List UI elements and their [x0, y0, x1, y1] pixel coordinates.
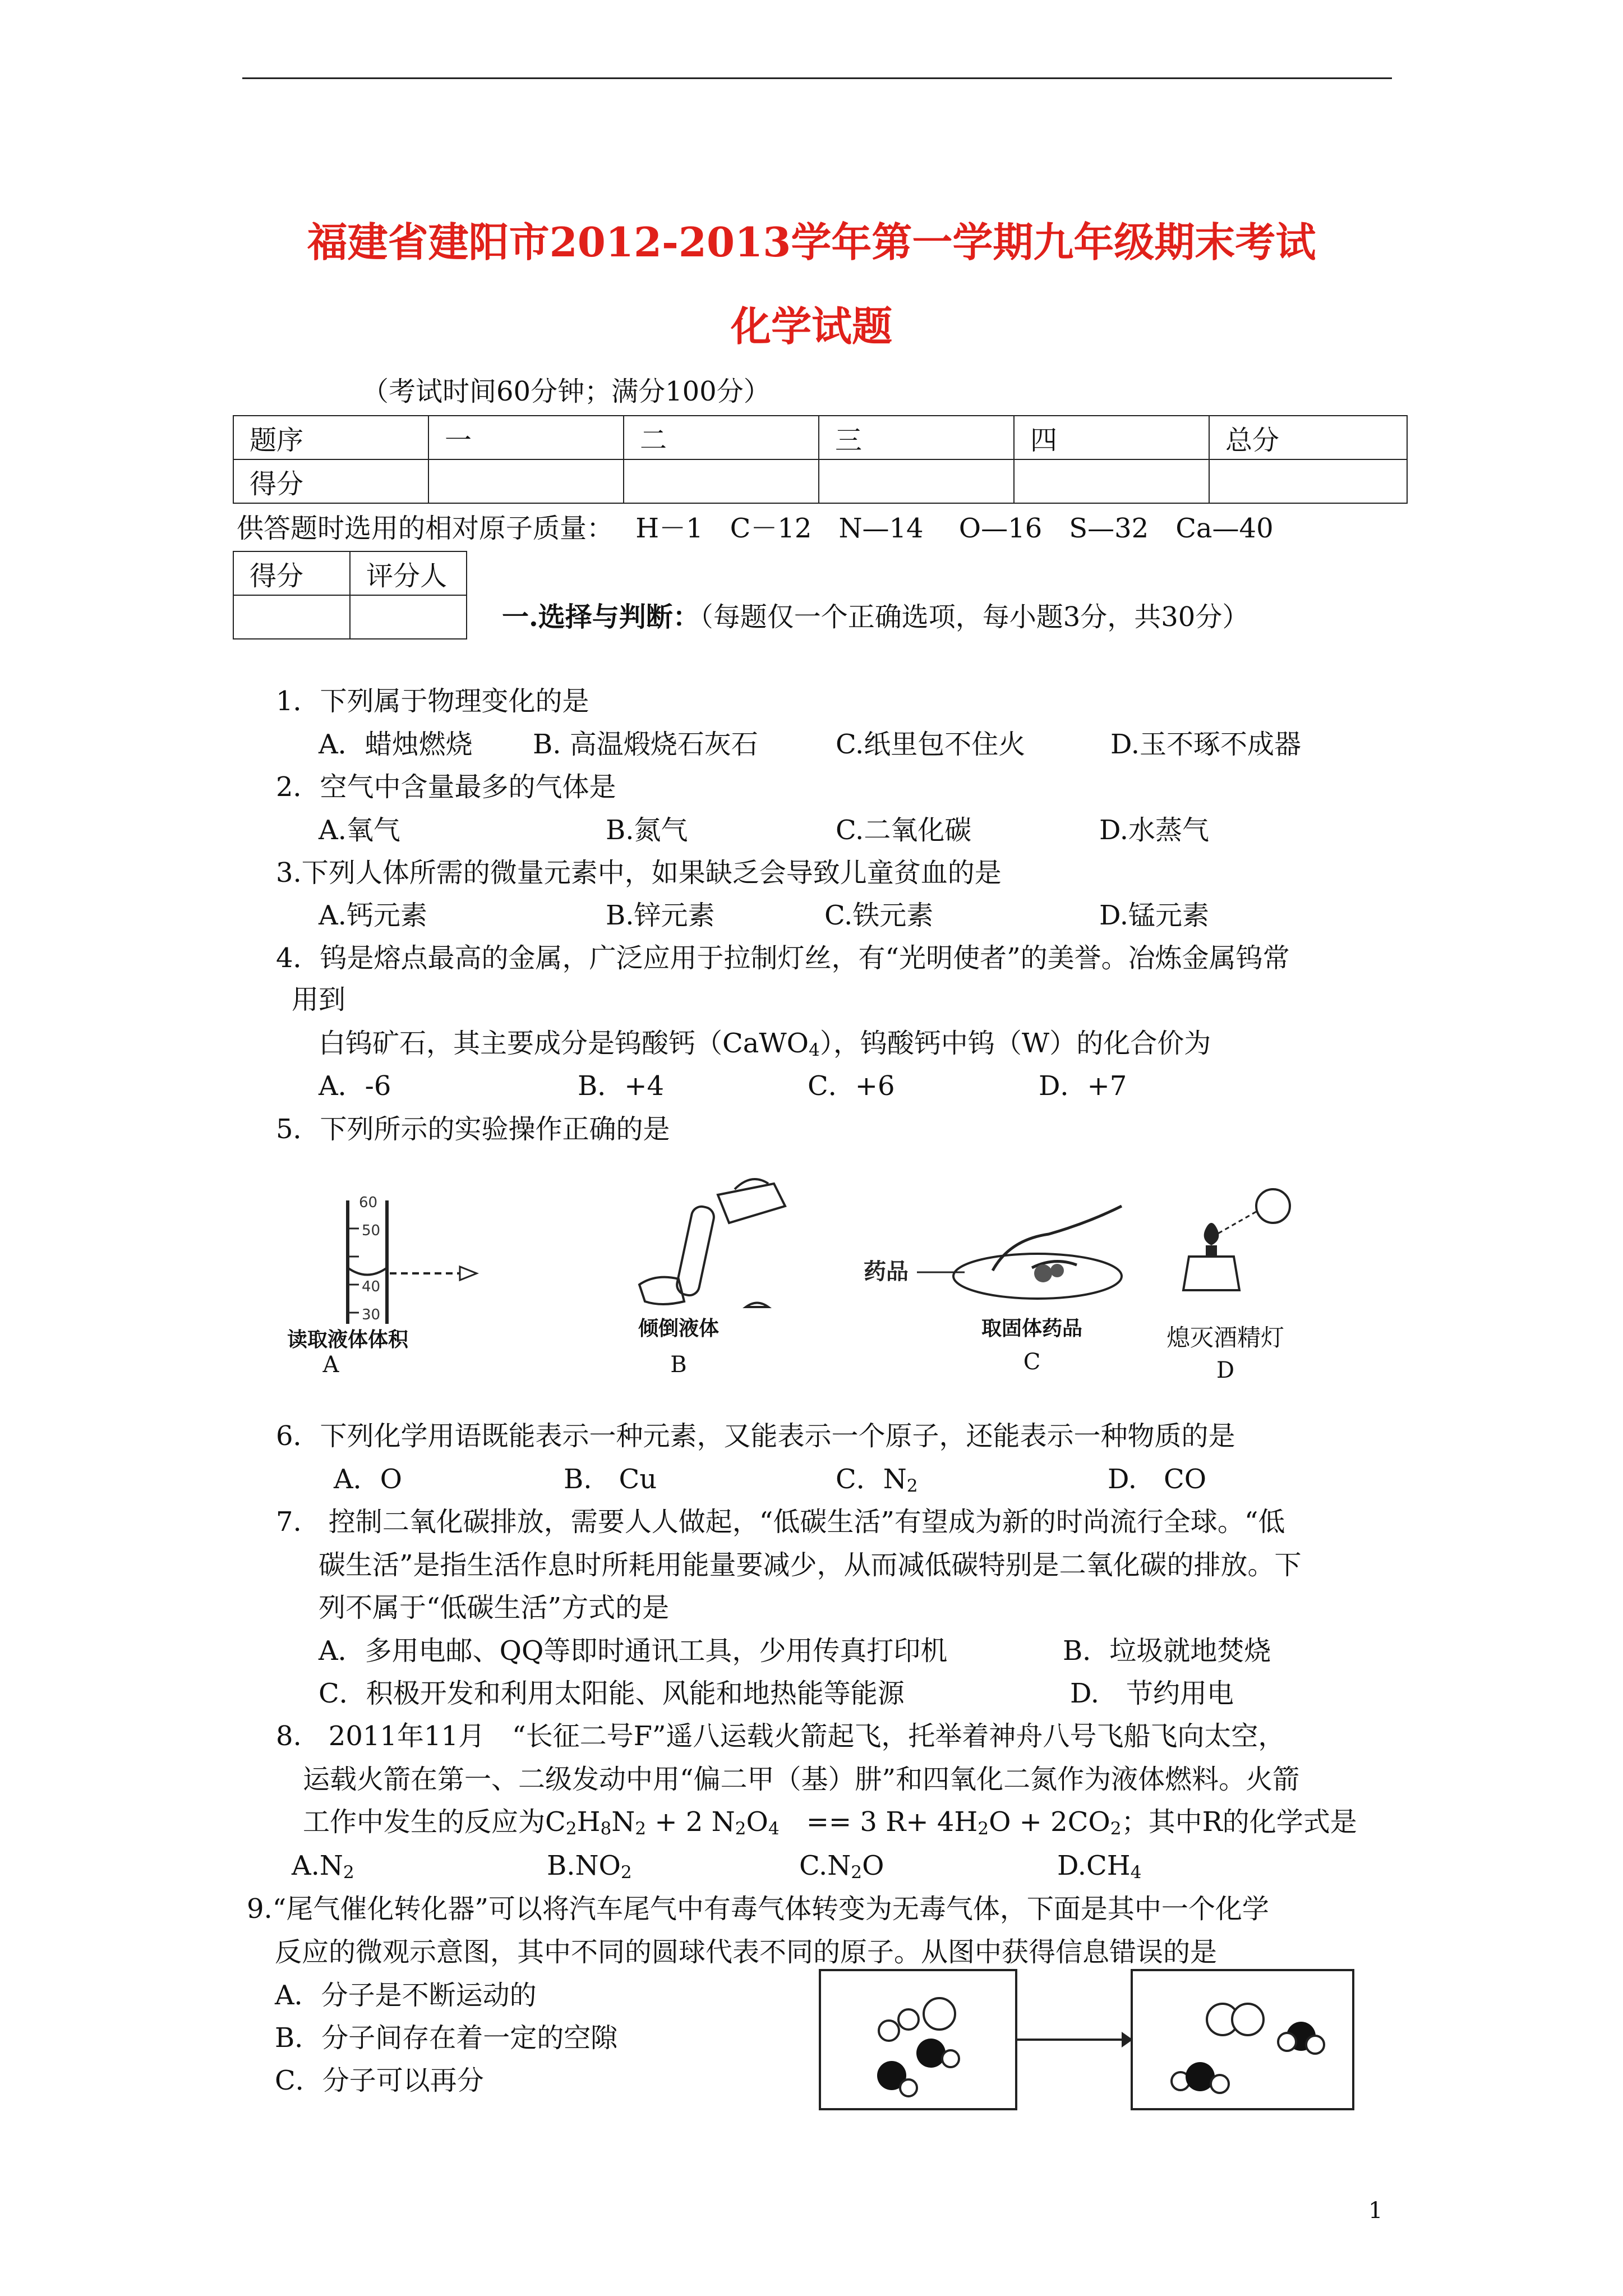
q6-option-d: D. CO [1108, 1464, 1207, 1495]
q8-text: == 3 R+ 4H [779, 1806, 978, 1838]
q8-option-subscript: 2 [620, 1862, 632, 1883]
grader-box-grader-label: 评分人 [350, 551, 467, 595]
q4-stem-line3 [319, 1027, 1211, 1060]
score-table-cell: 一 [428, 416, 624, 459]
q8-option-b [547, 1849, 632, 1883]
reagent-label: 药品 [864, 1259, 909, 1285]
q8-option-text: D.CH [1057, 1850, 1131, 1881]
q3-stem: 3.下列人体所需的微量元素中，如果缺乏会导致儿童贫血的是 [276, 857, 1002, 889]
q8-option-d [1057, 1849, 1141, 1883]
score-table-score-row [233, 459, 1407, 503]
q8-line2: 运载火箭在第一、二级发动中用“偏二甲（基）肼”和四氧化二氮作为液体燃料。火箭 [303, 1764, 1300, 1795]
q6-option-b: B. Cu [564, 1464, 657, 1495]
cylinder-tick-label: 30 [362, 1306, 381, 1323]
q2-stem: 2．空气中含量最多的气体是 [276, 771, 616, 803]
grader-box-score-label: 得分 [233, 551, 350, 595]
q8-subscript: 2 [735, 1819, 746, 1839]
q6-option-c-text: C．N [836, 1464, 907, 1495]
score-input-cell[interactable] [1014, 459, 1209, 503]
q5-figure-a-letter: A [322, 1352, 339, 1378]
score-input-cell[interactable] [624, 459, 819, 503]
q1-option-c: C.纸里包不住火 [836, 729, 1026, 760]
q3-option-d: D.锰元素 [1099, 900, 1210, 931]
q8-subscript: 2 [635, 1819, 647, 1839]
q6-option-c [836, 1462, 918, 1496]
q5-figure-d-caption: 熄灭酒精灯 [1166, 1324, 1284, 1351]
q9-option-c: C．分子可以再分 [275, 2065, 484, 2096]
q2-option-a: A.氧气 [319, 815, 400, 846]
q4-stem-line2: 用到 [292, 984, 346, 1015]
solid-reagent-icon [864, 1172, 1178, 1318]
q8-text: H [577, 1806, 601, 1838]
alcohol-lamp-icon [1155, 1172, 1324, 1307]
q5-figure-b [606, 1172, 796, 1386]
q8-text: ；其中R的化学式是 [1121, 1806, 1357, 1838]
score-table-cell: 总分 [1209, 416, 1407, 459]
reactant-box [820, 1970, 1016, 2109]
q5-figure-b-caption: 倾倒液体 [638, 1317, 719, 1340]
q8-subscript: 2 [565, 1819, 577, 1839]
graduated-cylinder-icon [280, 1184, 527, 1329]
q7-option-a: A．多用电邮、QQ等即时通讯工具，少用传真打印机 [319, 1635, 948, 1667]
q8-option-text: A.N [292, 1850, 343, 1881]
q1-option-a: A．蜡烛燃烧 [319, 729, 473, 760]
header-rule [242, 77, 1392, 79]
q1-option-b: B. 高温煅烧石灰石 [533, 729, 758, 760]
score-table-cell: 三 [819, 416, 1014, 459]
q8-subscript: 2 [978, 1819, 989, 1839]
q8-line3 [303, 1805, 1357, 1839]
q5-figure-c-letter: C [1023, 1349, 1041, 1375]
q5-figure-d [1155, 1172, 1324, 1391]
q4-option-d: D．+7 [1039, 1070, 1127, 1102]
q5-figure-a [280, 1184, 527, 1386]
cylinder-tick-label: 40 [362, 1278, 381, 1295]
reactant-molecules [877, 1998, 959, 2096]
q8-option-text: B.NO [547, 1850, 621, 1881]
q2-option-b: B.氮气 [606, 815, 688, 846]
q4-text: ），钨酸钙中钨（W）的化合价为 [819, 1028, 1211, 1059]
product-molecules [1172, 2004, 1324, 2093]
q5-figure-a-caption: 读取液体体积 [287, 1328, 408, 1351]
exam-info: （考试时间60分钟；满分100分） [362, 376, 771, 407]
q7-option-c: C．积极开发和利用太阳能、风能和地热能等能源 [319, 1678, 905, 1709]
q8-subscript: 8 [600, 1819, 612, 1839]
q7-option-d: D. 节约用电 [1070, 1678, 1234, 1709]
q8-text: 工作中发生的反应为C [303, 1806, 566, 1838]
q9-reaction-diagram [819, 1969, 1357, 2115]
score-table-header-row [233, 416, 1407, 459]
page-subtitle: 化学试题 [730, 302, 892, 350]
q4-text: 白钨矿石，其主要成分是钨酸钙（CaWO [319, 1028, 809, 1059]
cylinder-tick-label: 50 [362, 1222, 381, 1239]
q8-line1: 8. 2011年11月 “长征二号F”遥八运载火箭起飞，托举着神舟八号飞船飞向太空， [276, 1720, 1285, 1752]
grader-box [233, 551, 467, 639]
cylinder-tick-label: 60 [359, 1194, 378, 1211]
q2-option-c: C.二氧化碳 [836, 815, 972, 846]
pouring-liquid-icon [606, 1172, 796, 1318]
score-input-cell[interactable] [428, 459, 624, 503]
q9-option-a: A．分子是不断运动的 [275, 1980, 537, 2011]
section1-heading: 一.选择与判断： [502, 601, 700, 633]
q8-subscript: 4 [768, 1819, 780, 1839]
score-table-cell: 四 [1014, 416, 1209, 459]
q6-stem: 6．下列化学用语既能表示一种元素，又能表示一个原子，还能表示一种物质的是 [276, 1420, 1235, 1452]
grader-box-score-cell[interactable] [233, 595, 350, 639]
score-input-cell[interactable] [1209, 459, 1407, 503]
q8-option-subscript: 2 [343, 1862, 354, 1883]
q7-line3: 列不属于“低碳生活”方式的是 [319, 1592, 670, 1623]
q6-option-c-subscript: 2 [906, 1476, 918, 1497]
q7-option-b: B．垃圾就地焚烧 [1063, 1635, 1271, 1667]
q5-figure-d-letter: D [1216, 1358, 1235, 1383]
q5-figure-b-letter: B [670, 1352, 687, 1378]
q8-text: + 2 N [646, 1806, 735, 1838]
q8-option-text: C.N [799, 1850, 851, 1881]
page-number: 1 [1368, 2198, 1383, 2224]
q4-option-c: C．+6 [808, 1070, 895, 1102]
q8-option-subscript: 2 [851, 1862, 863, 1883]
q8-text: O + 2CO [989, 1806, 1110, 1838]
score-input-cell[interactable] [819, 459, 1014, 503]
grader-box-grader-cell[interactable] [350, 595, 467, 639]
score-table-cell: 二 [624, 416, 819, 459]
q4-option-a: A．-6 [319, 1070, 391, 1102]
q3-option-b: B.锌元素 [606, 900, 715, 931]
q1-stem: 1．下列属于物理变化的是 [276, 685, 589, 717]
atomic-masses: 供答题时选用的相对原子质量： H－1 C－12 N—14 O—16 S—32 Ca—40 [237, 513, 1274, 544]
q7-line2: 碳生活”是指生活作息时所耗用能量要减少，从而减低碳特别是二氧化碳的排放。下 [319, 1549, 1302, 1581]
score-table-cell: 题序 [233, 416, 428, 459]
q8-option-c [799, 1849, 884, 1883]
q7-line1: 7. 控制二氧化碳排放，需要人人做起，“低碳生活”有望成为新的时尚流行全球。“低 [276, 1506, 1285, 1538]
q6-option-a: A．O [334, 1464, 403, 1495]
q9-line2: 反应的微观示意图，其中不同的圆球代表不同的原子。从图中获得信息错误的是 [275, 1936, 1218, 1968]
q8-option-a [292, 1849, 354, 1883]
q4-stem-line1: 4．钨是熔点最高的金属，广泛应用于拉制灯丝，有“光明使者”的美誉。冶炼金属钨常 [276, 942, 1290, 974]
q8-text: N [611, 1806, 635, 1838]
q8-subscript: 2 [1110, 1819, 1122, 1839]
q2-option-d: D.水蒸气 [1099, 815, 1210, 846]
q3-option-a: A.钙元素 [319, 900, 427, 931]
section1-instructions: （每题仅一个正确选项，每小题3分，共30分） [699, 601, 1249, 633]
section1-heading-line [502, 600, 1249, 634]
q3-option-c: C.铁元素 [824, 900, 934, 931]
score-table-row-label: 得分 [233, 459, 428, 503]
q8-text: O [746, 1806, 768, 1838]
q8-option-text: O [862, 1850, 884, 1881]
q9-option-b: B．分子间存在着一定的空隙 [275, 2022, 618, 2054]
q5-stem: 5．下列所示的实验操作正确的是 [276, 1114, 670, 1145]
page-title: 福建省建阳市2012-2013学年第一学期九年级期末考试 [307, 218, 1316, 266]
q9-line1: 9.“尾气催化转化器”可以将汽车尾气中有毒气体转变为无毒气体，下面是其中一个化学 [247, 1893, 1269, 1925]
q5-figure-c-caption: 取固体药品 [981, 1317, 1082, 1340]
q4-subscript: 4 [809, 1040, 820, 1061]
q4-option-b: B．+4 [578, 1070, 665, 1102]
score-table [233, 415, 1408, 504]
q5-figure-c [864, 1172, 1178, 1386]
q8-option-subscript: 4 [1130, 1862, 1142, 1883]
q1-option-d: D.玉不琢不成器 [1110, 729, 1302, 760]
